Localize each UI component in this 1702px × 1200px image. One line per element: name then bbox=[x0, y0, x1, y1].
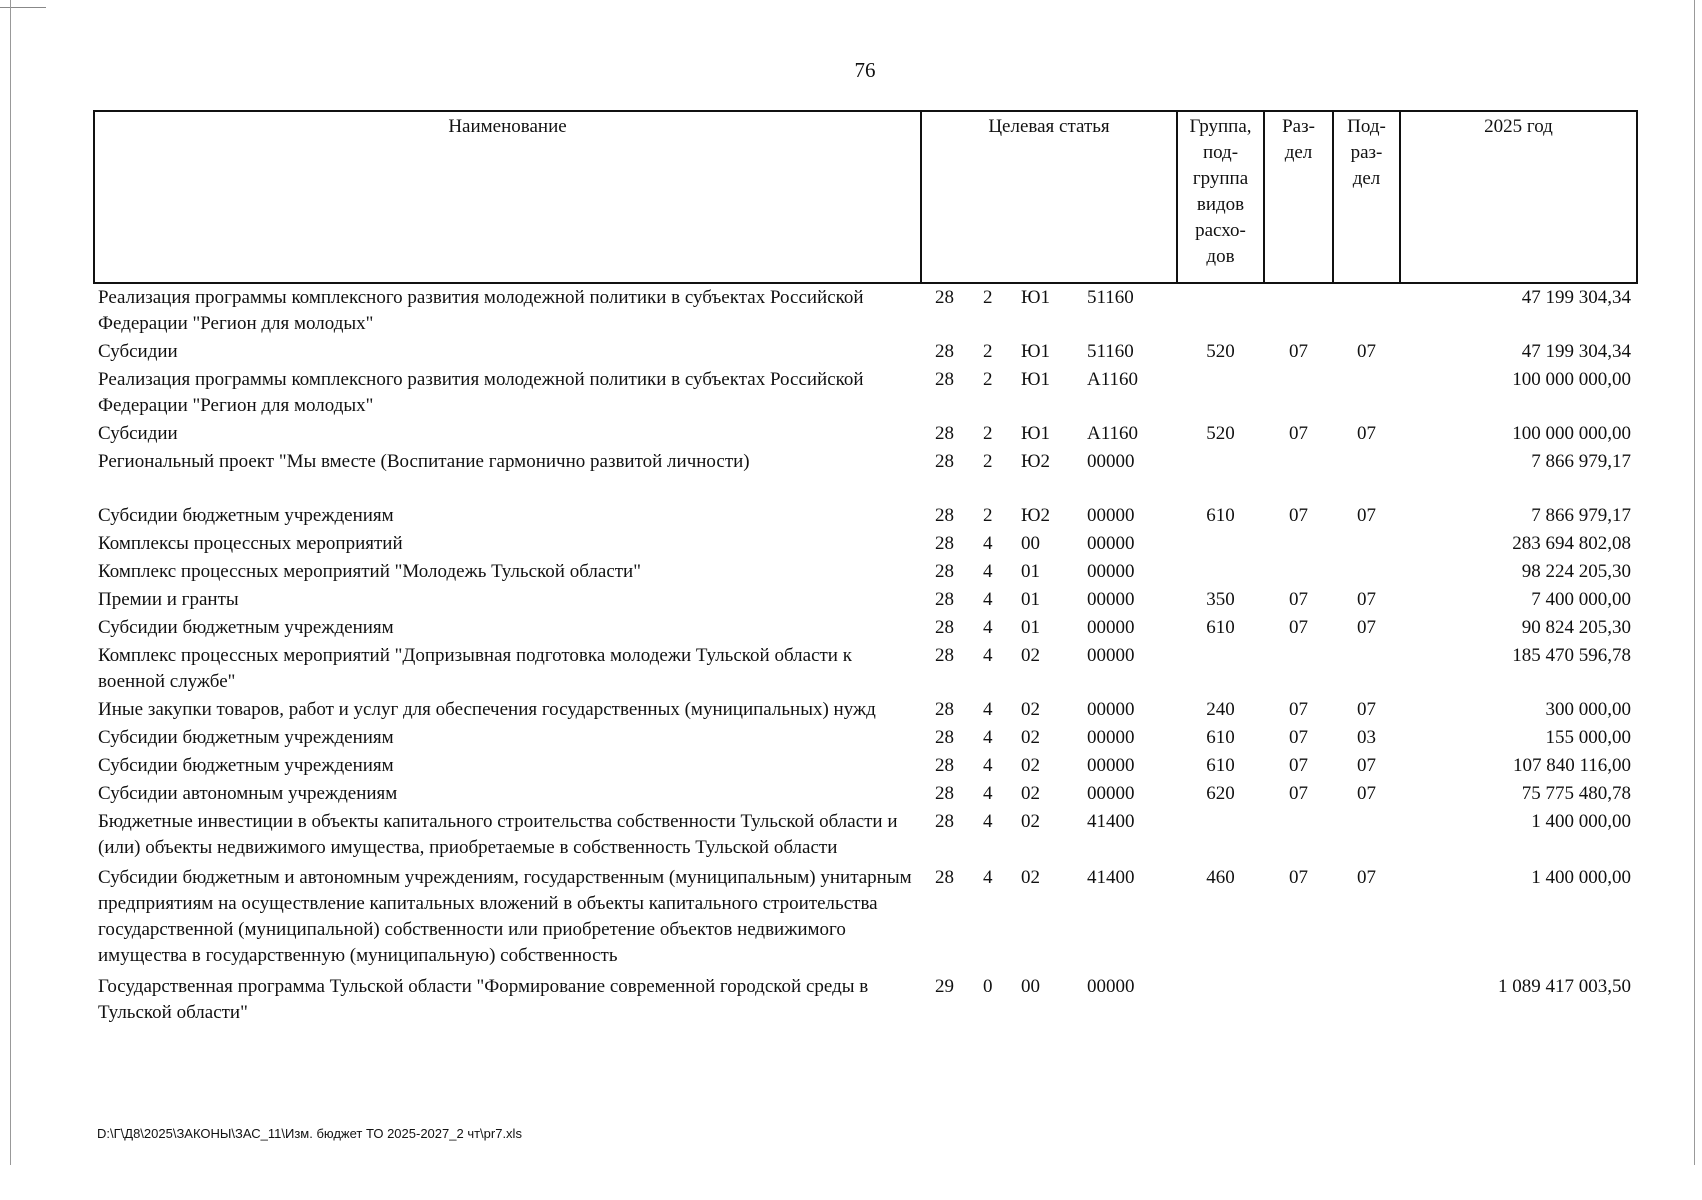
target-article-t2: 0 bbox=[983, 976, 993, 997]
row-section: 07 bbox=[1289, 617, 1308, 638]
table-row bbox=[94, 724, 1637, 752]
row-name: Субсидии автономным учреждениям bbox=[98, 783, 398, 804]
target-article-t1: 28 bbox=[935, 617, 954, 638]
table-row bbox=[94, 338, 1637, 366]
target-article-t2: 4 bbox=[983, 645, 993, 666]
row-amount: 100 000 000,00 bbox=[1512, 369, 1631, 390]
row-subsection: 07 bbox=[1357, 699, 1376, 720]
row-section bbox=[1264, 448, 1333, 502]
file-path-footer: D:\Г\Д8\2025\ЗАКОНЫ\ЗАС_11\Изм. бюджет ТО 2025-2027_2 чт\pr7.xls bbox=[97, 1126, 522, 1141]
row-section: 07 bbox=[1289, 727, 1308, 748]
target-article-t1: 28 bbox=[935, 589, 954, 610]
row-target-article bbox=[921, 448, 1177, 502]
target-article-t1: 28 bbox=[935, 533, 954, 554]
row-expense-group bbox=[1177, 448, 1264, 502]
row-expense-group bbox=[1177, 642, 1264, 696]
target-article-t4: 41400 bbox=[1087, 867, 1135, 888]
target-article-t4: А1160 bbox=[1087, 369, 1139, 390]
row-target-article bbox=[921, 780, 1177, 808]
target-article-t1: 28 bbox=[935, 423, 954, 444]
row-target-article bbox=[921, 973, 1177, 1027]
target-article-t4: 00000 bbox=[1087, 561, 1135, 582]
target-article-t1: 29 bbox=[935, 976, 954, 997]
table-header-row bbox=[94, 111, 1637, 283]
row-subsection bbox=[1333, 808, 1400, 862]
row-name: Реализация программы комплексного развития молодежной политики в субъектах Российской Федерации "Регион для молодых" bbox=[98, 369, 864, 416]
row-expense-group: 610 bbox=[1206, 755, 1235, 776]
target-article-t2: 4 bbox=[983, 533, 993, 554]
target-article-t4: 00000 bbox=[1087, 451, 1135, 472]
target-article-t2: 4 bbox=[983, 811, 993, 832]
row-amount: 155 000,00 bbox=[1545, 727, 1631, 748]
row-expense-group: 610 bbox=[1206, 505, 1235, 526]
target-article-t1: 28 bbox=[935, 783, 954, 804]
row-section: 07 bbox=[1289, 755, 1308, 776]
target-article-t4: 41400 bbox=[1087, 811, 1135, 832]
target-article-t3: 01 bbox=[1021, 617, 1040, 638]
row-amount: 90 824 205,30 bbox=[1521, 617, 1631, 638]
row-expense-group bbox=[1177, 283, 1264, 338]
row-amount: 300 000,00 bbox=[1545, 699, 1631, 720]
page-number: 76 bbox=[854, 58, 876, 82]
row-amount: 100 000 000,00 bbox=[1512, 423, 1631, 444]
row-section: 07 bbox=[1289, 505, 1308, 526]
row-expense-group: 520 bbox=[1206, 423, 1235, 444]
row-subsection bbox=[1333, 283, 1400, 338]
target-article-t2: 4 bbox=[983, 727, 993, 748]
target-article-t3: 02 bbox=[1021, 867, 1040, 888]
table-row bbox=[94, 420, 1637, 448]
row-target-article bbox=[921, 696, 1177, 724]
target-article-t4: 00000 bbox=[1087, 617, 1135, 638]
row-subsection: 07 bbox=[1357, 783, 1376, 804]
target-article-t3: 00 bbox=[1021, 976, 1040, 997]
target-article-t4: 00000 bbox=[1087, 755, 1135, 776]
table-row bbox=[94, 448, 1637, 502]
target-article-t2: 2 bbox=[983, 423, 993, 444]
target-article-t1: 28 bbox=[935, 727, 954, 748]
target-article-t4: 51160 bbox=[1087, 341, 1134, 362]
row-amount: 107 840 116,00 bbox=[1512, 755, 1631, 776]
row-expense-group: 610 bbox=[1206, 617, 1235, 638]
row-subsection bbox=[1333, 642, 1400, 696]
row-target-article bbox=[921, 283, 1177, 338]
header-expense-group: Группа, под- группа видов расхо- дов bbox=[1177, 111, 1264, 283]
target-article-t2: 4 bbox=[983, 699, 993, 720]
row-expense-group: 240 bbox=[1206, 699, 1235, 720]
row-name: Комплекс процессных мероприятий "Допризывная подготовка молодежи Тульской области к военной службе" bbox=[98, 645, 852, 692]
header-year-2025: 2025 год bbox=[1400, 111, 1637, 283]
row-expense-group bbox=[1177, 530, 1264, 558]
row-name: Субсидии bbox=[98, 423, 178, 444]
row-expense-group bbox=[1177, 808, 1264, 862]
table-row bbox=[94, 614, 1637, 642]
target-article-t1: 28 bbox=[935, 561, 954, 582]
row-name: Государственная программа Тульской области "Формирование современной городской среды в Тульской области" bbox=[98, 976, 869, 1023]
row-subsection: 07 bbox=[1357, 423, 1376, 444]
row-expense-group bbox=[1177, 366, 1264, 420]
row-amount: 283 694 802,08 bbox=[1512, 533, 1631, 554]
row-name: Субсидии bbox=[98, 341, 178, 362]
row-target-article bbox=[921, 558, 1177, 586]
row-name: Субсидии бюджетным и автономным учреждениям, государственным (муниципальным) унитарным предприятиям на осуществление капитальных вложений в объекты капитального строительства государственной (муниципальной) собственности или приобретение объектов недвижимого имущества в государственную (муниципальную) собственность bbox=[98, 867, 912, 966]
row-expense-group bbox=[1177, 558, 1264, 586]
target-article-t1: 28 bbox=[935, 699, 954, 720]
target-article-t3: 02 bbox=[1021, 783, 1040, 804]
row-name: Премии и гранты bbox=[98, 589, 239, 610]
table-row bbox=[94, 558, 1637, 586]
row-name: Субсидии бюджетным учреждениям bbox=[98, 755, 394, 776]
row-name: Иные закупки товаров, работ и услуг для обеспечения государственных (муниципальных) нужд bbox=[98, 699, 876, 720]
target-article-t3: Ю1 bbox=[1021, 287, 1051, 308]
target-article-t4: 00000 bbox=[1087, 645, 1135, 666]
row-target-article bbox=[921, 724, 1177, 752]
target-article-t3: Ю2 bbox=[1021, 451, 1051, 472]
table-row bbox=[94, 696, 1637, 724]
row-section bbox=[1264, 558, 1333, 586]
row-section bbox=[1264, 808, 1333, 862]
target-article-t2: 4 bbox=[983, 589, 993, 610]
target-article-t1: 28 bbox=[935, 287, 954, 308]
target-article-t2: 4 bbox=[983, 867, 993, 888]
row-subsection bbox=[1333, 973, 1400, 1027]
row-target-article bbox=[921, 338, 1177, 366]
target-article-t1: 28 bbox=[935, 369, 954, 390]
target-article-t1: 28 bbox=[935, 341, 954, 362]
row-name: Комплексы процессных мероприятий bbox=[98, 533, 403, 554]
target-article-t3: Ю2 bbox=[1021, 505, 1051, 526]
target-article-t2: 4 bbox=[983, 561, 993, 582]
target-article-t3: 02 bbox=[1021, 755, 1040, 776]
table-row bbox=[94, 502, 1637, 530]
target-article-t4: 00000 bbox=[1087, 699, 1135, 720]
row-subsection: 07 bbox=[1357, 589, 1376, 610]
target-article-t2: 4 bbox=[983, 755, 993, 776]
target-article-t2: 2 bbox=[983, 505, 993, 526]
table-row bbox=[94, 366, 1637, 420]
row-amount: 47 199 304,34 bbox=[1521, 287, 1631, 308]
row-section: 07 bbox=[1289, 341, 1308, 362]
table-row bbox=[94, 283, 1637, 338]
row-target-article bbox=[921, 752, 1177, 780]
target-article-t2: 2 bbox=[983, 369, 993, 390]
row-section bbox=[1264, 530, 1333, 558]
scan-right-edge bbox=[1694, 0, 1695, 1165]
target-article-t1: 28 bbox=[935, 645, 954, 666]
budget-table bbox=[93, 110, 1638, 1027]
header-name: Наименование bbox=[94, 111, 921, 283]
row-subsection: 07 bbox=[1357, 341, 1376, 362]
scan-edge-mark bbox=[0, 7, 46, 8]
target-article-t4: 00000 bbox=[1087, 505, 1135, 526]
row-target-article bbox=[921, 614, 1177, 642]
row-name: Субсидии бюджетным учреждениям bbox=[98, 505, 394, 526]
row-subsection: 07 bbox=[1357, 755, 1376, 776]
target-article-t2: 2 bbox=[983, 341, 993, 362]
row-target-article bbox=[921, 642, 1177, 696]
row-subsection bbox=[1333, 366, 1400, 420]
target-article-t1: 28 bbox=[935, 451, 954, 472]
row-subsection: 07 bbox=[1357, 617, 1376, 638]
row-expense-group: 620 bbox=[1206, 783, 1235, 804]
target-article-t3: 00 bbox=[1021, 533, 1040, 554]
row-target-article bbox=[921, 862, 1177, 973]
row-subsection bbox=[1333, 558, 1400, 586]
header-subsection: Под- раз- дел bbox=[1333, 111, 1400, 283]
row-name: Субсидии бюджетным учреждениям bbox=[98, 727, 394, 748]
row-amount: 98 224 205,30 bbox=[1521, 561, 1631, 582]
row-section: 07 bbox=[1289, 783, 1308, 804]
row-target-article bbox=[921, 808, 1177, 862]
row-subsection: 03 bbox=[1357, 727, 1376, 748]
row-expense-group: 610 bbox=[1206, 727, 1235, 748]
table-row bbox=[94, 808, 1637, 862]
row-amount: 47 199 304,34 bbox=[1521, 341, 1631, 362]
row-amount: 7 866 979,17 bbox=[1531, 505, 1631, 526]
row-amount: 7 866 979,17 bbox=[1531, 451, 1631, 472]
target-article-t2: 2 bbox=[983, 451, 993, 472]
row-target-article bbox=[921, 420, 1177, 448]
table-row bbox=[94, 586, 1637, 614]
row-section: 07 bbox=[1289, 589, 1308, 610]
row-section bbox=[1264, 283, 1333, 338]
target-article-t4: 00000 bbox=[1087, 533, 1135, 554]
target-article-t3: 02 bbox=[1021, 727, 1040, 748]
row-expense-group: 350 bbox=[1206, 589, 1235, 610]
table-row bbox=[94, 642, 1637, 696]
row-target-article bbox=[921, 586, 1177, 614]
target-article-t4: 51160 bbox=[1087, 287, 1134, 308]
header-section: Раз- дел bbox=[1264, 111, 1333, 283]
target-article-t1: 28 bbox=[935, 867, 954, 888]
target-article-t1: 28 bbox=[935, 755, 954, 776]
row-amount: 1 089 417 003,50 bbox=[1498, 976, 1631, 997]
target-article-t1: 28 bbox=[935, 505, 954, 526]
target-article-t3: Ю1 bbox=[1021, 423, 1051, 444]
target-article-t3: Ю1 bbox=[1021, 369, 1051, 390]
target-article-t3: 01 bbox=[1021, 589, 1040, 610]
table-row bbox=[94, 862, 1637, 973]
row-amount: 185 470 596,78 bbox=[1512, 645, 1631, 666]
scan-left-edge bbox=[10, 0, 11, 1165]
row-target-article bbox=[921, 530, 1177, 558]
row-name: Реализация программы комплексного развития молодежной политики в субъектах Российской Федерации "Регион для молодых" bbox=[98, 287, 864, 334]
row-subsection: 07 bbox=[1357, 505, 1376, 526]
row-target-article bbox=[921, 502, 1177, 530]
row-name: Субсидии бюджетным учреждениям bbox=[98, 617, 394, 638]
target-article-t3: Ю1 bbox=[1021, 341, 1051, 362]
target-article-t2: 2 bbox=[983, 287, 993, 308]
target-article-t3: 02 bbox=[1021, 699, 1040, 720]
row-subsection bbox=[1333, 530, 1400, 558]
row-name: Региональный проект "Мы вместе (Воспитание гармонично развитой личности) bbox=[98, 451, 750, 472]
row-amount: 1 400 000,00 bbox=[1531, 867, 1631, 888]
row-section: 07 bbox=[1289, 423, 1308, 444]
row-expense-group: 520 bbox=[1206, 341, 1235, 362]
header-target-article: Целевая статья bbox=[921, 111, 1177, 283]
target-article-t3: 02 bbox=[1021, 645, 1040, 666]
target-article-t3: 02 bbox=[1021, 811, 1040, 832]
row-amount: 75 775 480,78 bbox=[1521, 783, 1631, 804]
target-article-t4: 00000 bbox=[1087, 589, 1135, 610]
row-name: Бюджетные инвестиции в объекты капитального строительства собственности Тульской области и (или) объекты недвижимого имущества, приобретаемые в собственность Тульской области bbox=[98, 811, 898, 858]
target-article-t1: 28 bbox=[935, 811, 954, 832]
row-subsection bbox=[1333, 448, 1400, 502]
target-article-t4: 00000 bbox=[1087, 976, 1135, 997]
table-row bbox=[94, 780, 1637, 808]
row-section: 07 bbox=[1289, 867, 1308, 888]
row-section bbox=[1264, 366, 1333, 420]
target-article-t3: 01 bbox=[1021, 561, 1040, 582]
table-row bbox=[94, 973, 1637, 1027]
row-expense-group bbox=[1177, 973, 1264, 1027]
row-expense-group: 460 bbox=[1206, 867, 1235, 888]
table-row bbox=[94, 752, 1637, 780]
row-subsection: 07 bbox=[1357, 867, 1376, 888]
row-section bbox=[1264, 642, 1333, 696]
target-article-t4: 00000 bbox=[1087, 783, 1135, 804]
target-article-t4: А1160 bbox=[1087, 423, 1139, 444]
target-article-t2: 4 bbox=[983, 617, 993, 638]
row-amount: 7 400 000,00 bbox=[1531, 589, 1631, 610]
row-amount: 1 400 000,00 bbox=[1531, 811, 1631, 832]
row-section: 07 bbox=[1289, 699, 1308, 720]
target-article-t2: 4 bbox=[983, 783, 993, 804]
table-row bbox=[94, 530, 1637, 558]
row-name: Комплекс процессных мероприятий "Молодежь Тульской области" bbox=[98, 561, 641, 582]
target-article-t4: 00000 bbox=[1087, 727, 1135, 748]
row-target-article bbox=[921, 366, 1177, 420]
row-section bbox=[1264, 973, 1333, 1027]
